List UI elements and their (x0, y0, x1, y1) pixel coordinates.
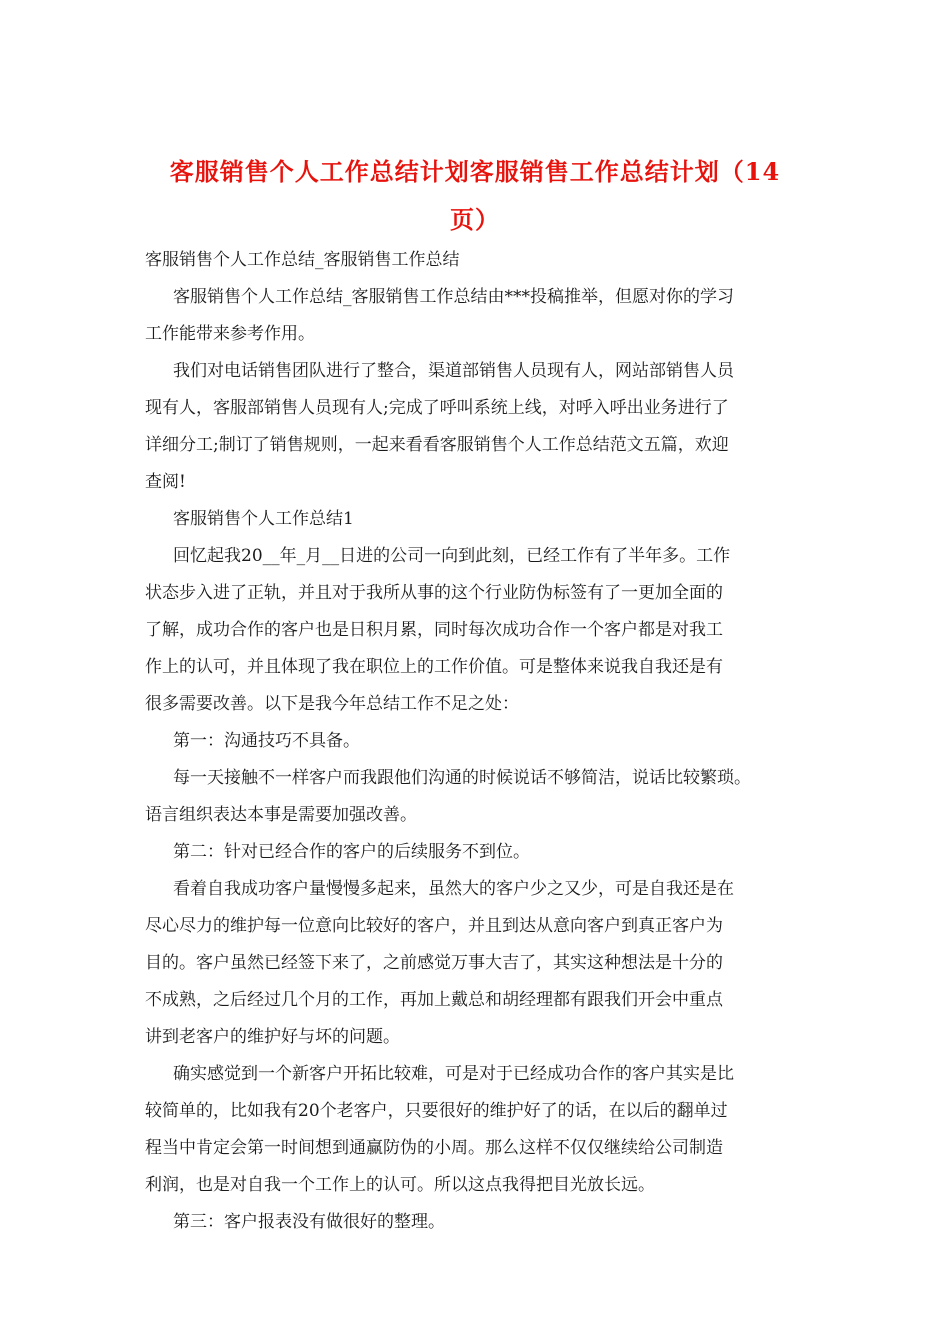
text-line: 看着自我成功客户量慢慢多起来，虽然大的客户少之又少，可是自我还是在 (173, 879, 734, 899)
text-line: 尽心尽力的维护每一位意向比较好的客户，并且到达从意向客户到真正客户为 (145, 916, 723, 936)
text-line: 回忆起我20__年_月__日进的公司一向到此刻，已经工作有了半年多。工作 (173, 546, 731, 566)
text-line: 第一：沟通技巧不具备。 (173, 731, 360, 751)
text-line: 现有人，客服部销售人员现有人;完成了呼叫系统上线，对呼入呼出业务进行了 (145, 398, 729, 418)
text-line: 了解，成功合作的客户也是日积月累，同时每次成功合作一个客户都是对我工 (145, 620, 723, 640)
text-line: 每一天接触不一样客户而我跟他们沟通的时候说话不够简洁，说话比较繁琐。 (173, 768, 751, 788)
text-line: 客服销售个人工作总结1 (173, 509, 354, 529)
text-line: 工作能带来参考作用。 (145, 324, 315, 344)
text-line: 第二：针对已经合作的客户的后续服务不到位。 (173, 842, 530, 862)
text-line: 作上的认可，并且体现了我在职位上的工作价值。可是整体来说我自我还是有 (145, 657, 723, 677)
text-line: 语言组织表达本事是需要加强改善。 (145, 805, 417, 825)
text-line: 很多需要改善。以下是我今年总结工作不足之处： (145, 694, 519, 714)
text-line: 详细分工;制订了销售规则，一起来看看客服销售个人工作总结范文五篇，欢迎 (145, 435, 729, 455)
document-title (120, 148, 830, 244)
text-line: 客服销售个人工作总结_客服销售工作总结由***投稿推举，但愿对你的学习 (173, 287, 734, 307)
text-line: 程当中肯定会第一时间想到通赢防伪的小周。那么这样不仅仅继续给公司制造 (145, 1138, 723, 1158)
text-line: 讲到老客户的维护好与坏的问题。 (145, 1027, 400, 1047)
text-line: 目的。客户虽然已经签下来了，之前感觉万事大吉了，其实这种想法是十分的 (145, 953, 723, 973)
text-line: 确实感觉到一个新客户开拓比较难，可是对于已经成功合作的客户其实是比 (173, 1064, 734, 1084)
document-body (145, 242, 825, 1241)
text-line: 不成熟，之后经过几个月的工作，再加上戴总和胡经理都有跟我们开会中重点 (145, 990, 723, 1010)
text-line: 我们对电话销售团队进行了整合，渠道部销售人员现有人，网站部销售人员 (173, 361, 734, 381)
text-line: 查阅! (145, 472, 186, 492)
text-line: 利润，也是对自我一个工作上的认可。所以这点我得把目光放长远。 (145, 1175, 655, 1195)
title-line-1: 客服销售个人工作总结计划客服销售工作总结计划（14 (169, 157, 781, 186)
text-line: 较简单的，比如我有20个老客户，只要很好的维护好了的话，在以后的翻单过 (145, 1101, 728, 1121)
text-line: 第三：客户报表没有做很好的整理。 (173, 1212, 445, 1232)
text-line: 客服销售个人工作总结_客服销售工作总结 (145, 250, 460, 270)
title-line-2: 页） (450, 205, 500, 234)
text-line: 状态步入进了正轨，并且对于我所从事的这个行业防伪标签有了一更加全面的 (145, 583, 723, 603)
